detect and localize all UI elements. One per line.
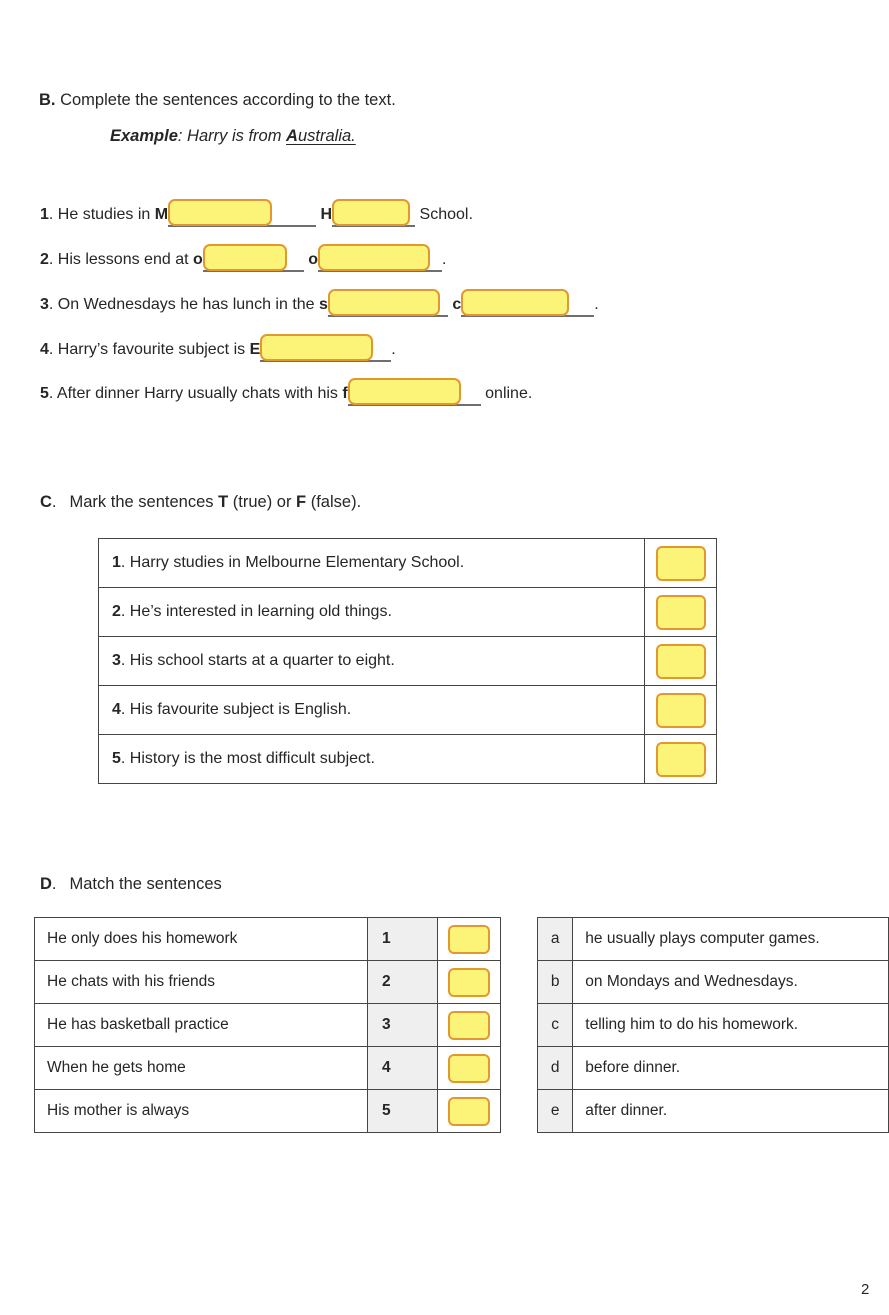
- match-right-table: [537, 917, 889, 1133]
- answer-blank: [318, 244, 442, 273]
- match-option-cell: telling him to do his homework.: [573, 1004, 889, 1047]
- answer-cell: [645, 588, 717, 637]
- answer-input-box[interactable]: [318, 244, 430, 271]
- answer-cell: [645, 637, 717, 686]
- statement-text: . Harry studies in Melbourne Elementary School.: [120, 554, 465, 571]
- sentence-text: . His lessons end at: [48, 251, 193, 268]
- table-row: [35, 1004, 501, 1047]
- match-clause-cell: He has basketball practice: [35, 1004, 368, 1047]
- match-letter-cell: e: [538, 1090, 573, 1133]
- answer-input-box[interactable]: [656, 693, 706, 728]
- table-row: [538, 961, 889, 1004]
- section-d-title-text: Match the sentences: [69, 875, 222, 893]
- match-letter-cell: d: [538, 1047, 573, 1090]
- section-d-dot: .: [51, 875, 57, 893]
- match-number-cell: 1: [368, 918, 438, 961]
- statement-number: 1: [112, 554, 121, 571]
- match-clause-cell: He chats with his friends: [35, 961, 368, 1004]
- false-letter: F: [296, 493, 307, 511]
- section-c-title-text: (true) or: [228, 493, 297, 511]
- answer-input-box[interactable]: [448, 1054, 490, 1083]
- section-b-letter: B.: [39, 91, 56, 109]
- sentence-text: .: [442, 251, 447, 268]
- table-row: [538, 1047, 889, 1090]
- answer-blank: [260, 334, 391, 363]
- sentence-text: .: [594, 296, 599, 313]
- answer-input-box[interactable]: [656, 742, 706, 777]
- match-option-cell: on Mondays and Wednesdays.: [573, 961, 889, 1004]
- example-answer: [286, 127, 356, 145]
- statement-number: 2: [112, 603, 121, 620]
- statement-cell: [99, 735, 645, 784]
- answer-input-box[interactable]: [448, 1097, 490, 1126]
- table-row: [99, 539, 717, 588]
- sentence-number: 4: [40, 341, 49, 358]
- sentence-number: 2: [40, 251, 49, 268]
- answer-cell: [645, 539, 717, 588]
- answer-blank: [168, 199, 316, 228]
- answer-blank: [332, 199, 415, 228]
- answer-input-box[interactable]: [348, 378, 461, 405]
- answer-cell: [438, 918, 501, 961]
- given-letter: o: [192, 251, 203, 268]
- match-left-table: [34, 917, 501, 1133]
- given-letter: H: [320, 206, 333, 223]
- statement-cell: [99, 588, 645, 637]
- statement-text: . His school starts at a quarter to eight.: [120, 652, 395, 669]
- answer-blank: [328, 289, 448, 318]
- table-row: [35, 918, 501, 961]
- match-clause-cell: He only does his homework: [35, 918, 368, 961]
- statement-text: . His favourite subject is English.: [120, 701, 352, 718]
- given-letter: M: [154, 206, 169, 223]
- match-letter-cell: a: [538, 918, 573, 961]
- table-row: [99, 686, 717, 735]
- match-letter-cell: b: [538, 961, 573, 1004]
- table-row: [99, 588, 717, 637]
- answer-blank: [348, 378, 481, 407]
- answer-input-box[interactable]: [260, 334, 373, 361]
- given-letter: c: [452, 296, 462, 313]
- answer-input-box[interactable]: [656, 546, 706, 581]
- statement-text: . History is the most difficult subject.: [120, 750, 375, 767]
- given-letter: s: [319, 296, 328, 313]
- statement-number: 3: [112, 652, 121, 669]
- section-d-title: [40, 875, 222, 894]
- true-letter: T: [218, 493, 229, 511]
- table-row: [99, 735, 717, 784]
- sentence-text: .: [391, 341, 396, 358]
- page-number: 2: [861, 1281, 870, 1298]
- answer-input-box[interactable]: [656, 644, 706, 679]
- sentence-number: 5: [40, 385, 49, 402]
- match-number-cell: 5: [368, 1090, 438, 1133]
- answer-cell: [438, 961, 501, 1004]
- section-c-title-text: (false).: [306, 493, 362, 511]
- statement-number: 4: [112, 701, 121, 718]
- match-option-cell: after dinner.: [573, 1090, 889, 1133]
- answer-input-box[interactable]: [448, 1011, 490, 1040]
- answer-input-box[interactable]: [328, 289, 440, 316]
- true-false-table: [98, 538, 717, 784]
- match-clause-cell: His mother is always: [35, 1090, 368, 1133]
- example-label: Example: [110, 127, 178, 145]
- section-c-title-text: Mark the sentences: [69, 493, 219, 511]
- example-answer-rest: ustralia.: [297, 127, 356, 145]
- table-row: [35, 1090, 501, 1133]
- sentence-text: online.: [485, 385, 533, 402]
- sentence-2: [40, 244, 446, 275]
- answer-cell: [645, 735, 717, 784]
- answer-input-box[interactable]: [461, 289, 569, 316]
- sentence-1: [40, 199, 473, 230]
- sentence-text: School.: [419, 206, 473, 223]
- table-row: [538, 1004, 889, 1047]
- sentence-number: 1: [40, 206, 49, 223]
- answer-cell: [438, 1047, 501, 1090]
- answer-blank: [461, 289, 594, 318]
- sentence-text: . He studies in: [48, 206, 155, 223]
- match-number-cell: 3: [368, 1004, 438, 1047]
- given-letter: E: [249, 341, 261, 358]
- sentence-number: 3: [40, 296, 49, 313]
- table-row: [538, 918, 889, 961]
- match-number-cell: 2: [368, 961, 438, 1004]
- answer-input-box[interactable]: [203, 244, 287, 271]
- section-b-title: [39, 91, 396, 110]
- table-row: [538, 1090, 889, 1133]
- given-letter: f: [342, 385, 348, 402]
- sentence-text: . Harry’s favourite subject is: [48, 341, 250, 358]
- statement-cell: [99, 539, 645, 588]
- sentence-4: [40, 334, 396, 365]
- example-mid: : Harry is from: [177, 127, 287, 145]
- given-letter: o: [308, 251, 318, 268]
- sentence-3: [40, 289, 599, 320]
- match-letter-cell: c: [538, 1004, 573, 1047]
- statement-cell: [99, 637, 645, 686]
- section-c-letter: C: [40, 493, 52, 511]
- section-b-title-text: Complete the sentences according to the text.: [55, 91, 396, 109]
- answer-input-box[interactable]: [448, 925, 490, 954]
- sentence-text: . After dinner Harry usually chats with his: [48, 385, 343, 402]
- match-option-cell: before dinner.: [573, 1047, 889, 1090]
- match-clause-cell: When he gets home: [35, 1047, 368, 1090]
- answer-cell: [645, 686, 717, 735]
- answer-cell: [438, 1090, 501, 1133]
- example-answer-initial: A: [286, 127, 298, 145]
- section-d-letter: D: [40, 875, 52, 893]
- answer-blank: [203, 244, 304, 273]
- match-option-cell: he usually plays computer games.: [573, 918, 889, 961]
- answer-input-box[interactable]: [332, 199, 410, 226]
- statement-text: . He’s interested in learning old things.: [120, 603, 392, 620]
- table-row: [35, 1047, 501, 1090]
- example-line: [110, 127, 356, 146]
- table-row: [35, 961, 501, 1004]
- match-number-cell: 4: [368, 1047, 438, 1090]
- sentence-5: [40, 378, 532, 409]
- statement-cell: [99, 686, 645, 735]
- answer-input-box[interactable]: [448, 968, 490, 997]
- answer-cell: [438, 1004, 501, 1047]
- table-row: [99, 637, 717, 686]
- section-c-dot: .: [51, 493, 57, 511]
- sentence-text: . On Wednesdays he has lunch in the: [48, 296, 319, 313]
- answer-input-box[interactable]: [168, 199, 272, 226]
- answer-input-box[interactable]: [656, 595, 706, 630]
- section-c-title: [40, 493, 361, 512]
- statement-number: 5: [112, 750, 121, 767]
